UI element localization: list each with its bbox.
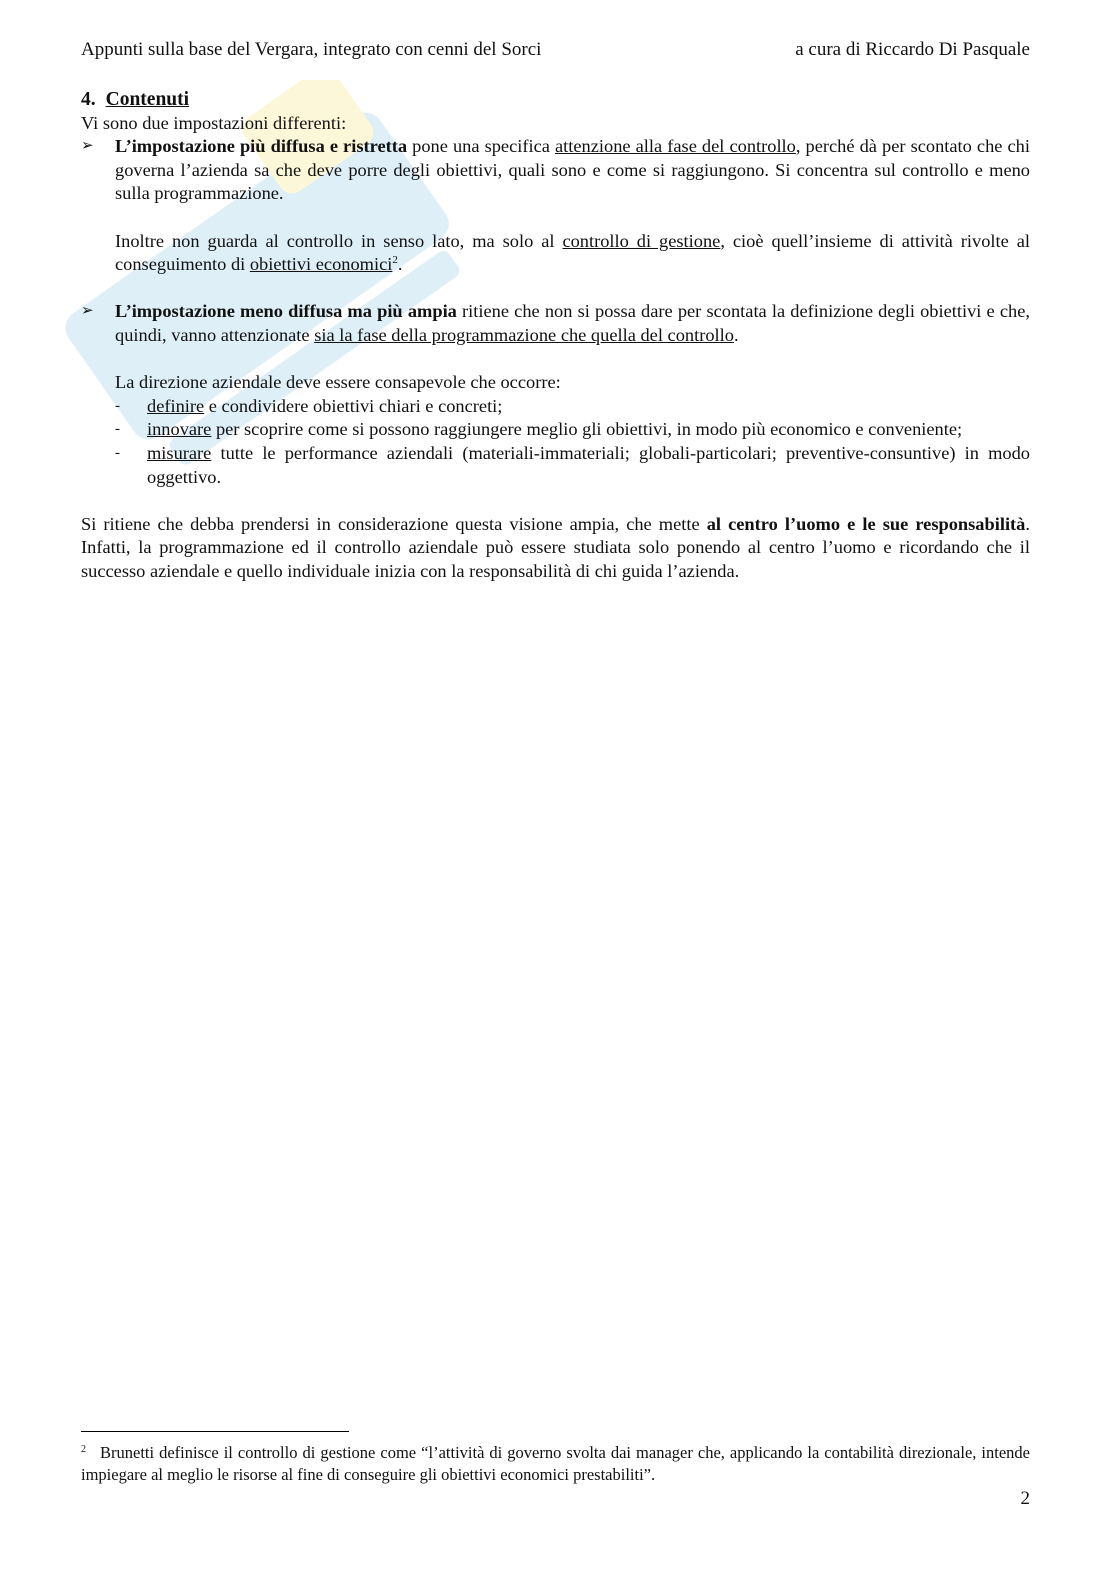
bullet-item-1: [81, 135, 1030, 277]
list-item: - definire e condividere obiettivi chiari e concreti;: [115, 395, 503, 416]
header-right: a cura di Riccardo Di Pasquale: [795, 39, 1030, 60]
arrow-bullet-icon: ➢: [81, 303, 94, 320]
bullet-item-2: [81, 300, 1030, 489]
list-item: - misurare tutte le performance aziendali (materiali-immateriali; globali-particolari; preventive-consuntive) in modo oggettivo.: [115, 442, 1030, 487]
page-number: 2: [1020, 1488, 1030, 1509]
bullet-1-paragraph-1: L’impostazione più diffusa e ristretta pone una specifica attenzione alla fase del controllo, perché dà per scontato che chi governa l’azienda sa che deve porre degli obiettivi, quali sono e come si raggiungono. Si concentra sul controllo e meno sulla programmazione.: [115, 136, 1030, 204]
footnote: [81, 1442, 1030, 1486]
footnote-reference[interactable]: 2: [392, 254, 398, 267]
footnote-divider: [81, 1431, 349, 1432]
bullet-2-paragraph-1: L’impostazione meno diffusa ma più ampia ritiene che non si possa dare per scontata la definizione degli obiettivi e che, quindi, vanno attenzionate sia la fase della programmazione che quella del controllo.: [115, 301, 1030, 345]
section-number: 4.: [81, 89, 96, 110]
bullet-2-lead: La direzione aziendale deve essere consapevole che occorre:: [115, 372, 561, 393]
bullet-1-paragraph-2: Inoltre non guarda al controllo in senso lato, ma solo al controllo di gestione, cioè quell’insieme di attività rivolte al conseguimento di obiettivi economici$^2$.: [115, 230, 1030, 275]
section-intro: Vi sono due impostazioni differenti:: [81, 112, 347, 133]
footnote-text: Brunetti definisce il controllo di gestione come “l’attività di governo svolta dai manager che, applicando la contabilità direzionale, intende impiegare al meglio le risorse al fine di conseguire gli obiettivi economici prestabiliti”.: [81, 1443, 1030, 1484]
section-title: Contenuti: [105, 89, 190, 110]
header-left: Appunti sulla base del Vergara, integrato con cenni del Sorci: [81, 39, 542, 60]
section-heading: [81, 88, 1030, 112]
document-body: [81, 88, 1030, 583]
list-item: - innovare per scoprire come si possono raggiungere meglio gli obiettivi, in modo più economico e conveniente;: [115, 419, 963, 440]
footnote-mark: 2: [81, 1443, 86, 1455]
conclusion-paragraph: Si ritiene che debba prendersi in considerazione questa visione ampia, che mette al centro l’uomo e le sue responsabilità. Infatti, la programmazione ed il controllo aziendale può essere studiata solo ponendo al centro l’uomo e ricordando che il successo aziendale e quello individuale inizia con la responsabilità di chi guida l’azienda.: [81, 513, 1030, 581]
page-header: [81, 38, 1030, 62]
arrow-bullet-icon: ➢: [81, 138, 94, 155]
